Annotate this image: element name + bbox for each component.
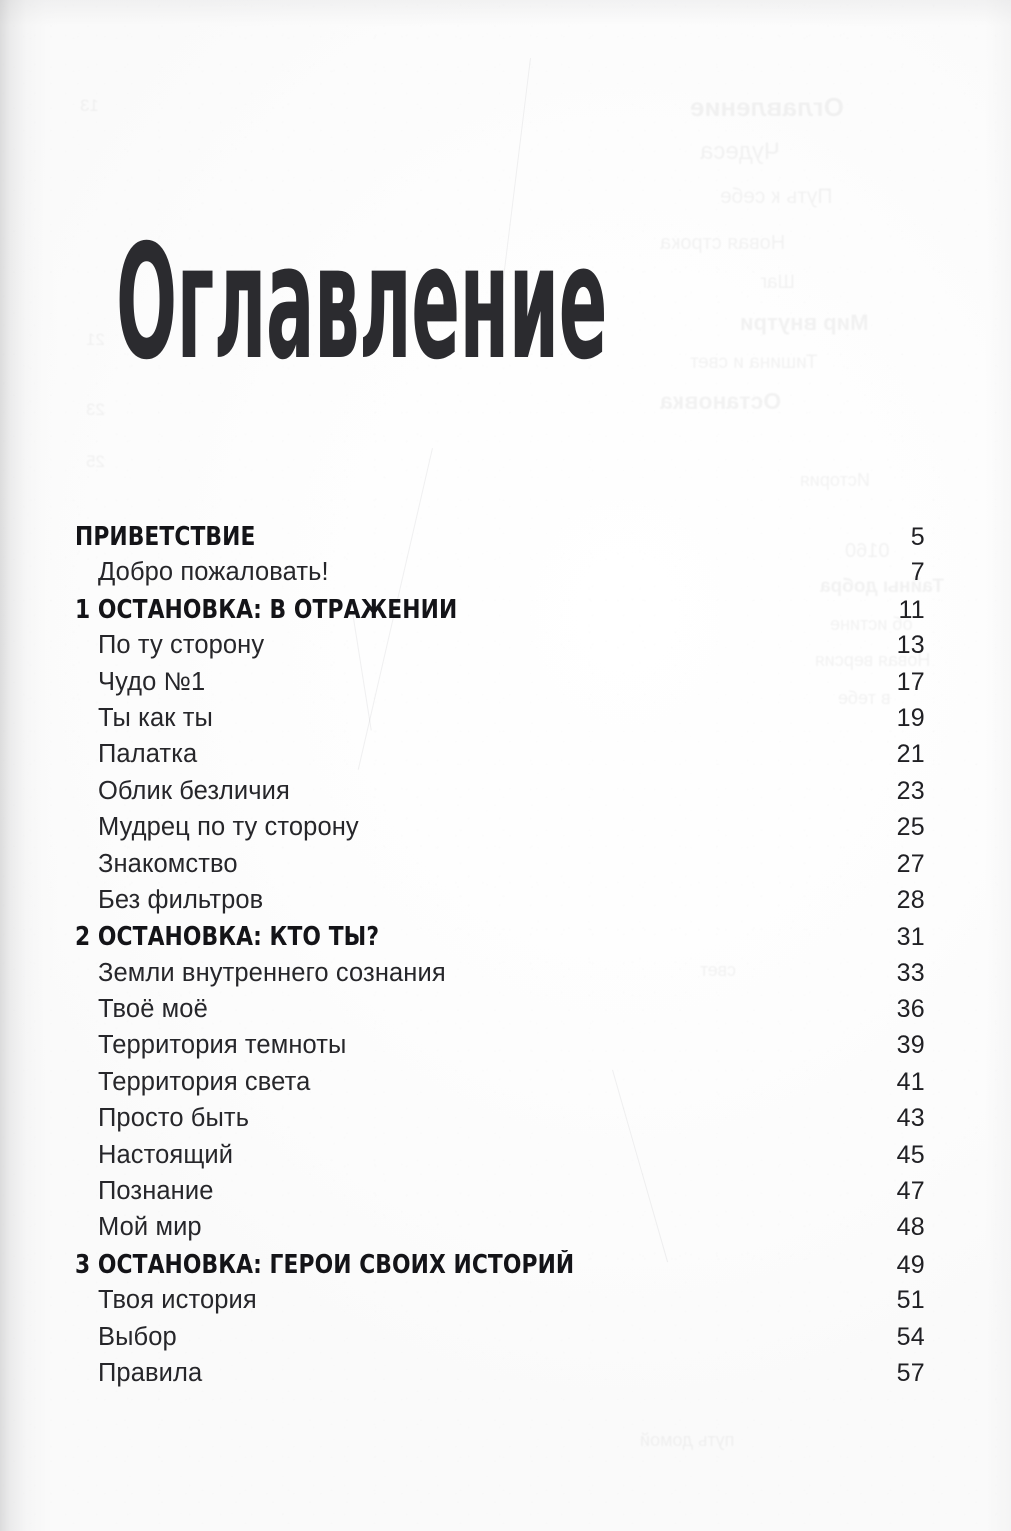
toc-label: Без фильтров [98, 885, 264, 914]
toc-entry-row[interactable] [0, 1286, 1011, 1322]
toc-label: Твоё моё [98, 995, 208, 1024]
toc-entry-row[interactable] [0, 1177, 1011, 1213]
toc-heading-row[interactable] [0, 522, 1011, 558]
toc-label: Познание [98, 1177, 214, 1206]
toc-label: Территория темноты [98, 1031, 347, 1060]
toc-page-number: 23 [896, 776, 925, 805]
dot-leader [226, 725, 882, 726]
toc-page-number: 48 [896, 1213, 925, 1242]
toc-entry-row[interactable] [0, 1359, 1011, 1395]
toc-label: Настоящий [98, 1140, 234, 1169]
toc-page-number: 11 [898, 595, 925, 624]
toc-label: Твоя история [98, 1286, 257, 1315]
dot-leader [323, 1089, 882, 1090]
toc-label: Знакомство [98, 849, 238, 878]
toc-label: ПРИВЕТСТВИЕ [75, 522, 256, 552]
toc-heading-row[interactable] [0, 595, 1011, 631]
toc-page-number: 54 [896, 1322, 925, 1351]
toc-page-number: 45 [896, 1140, 925, 1169]
toc-label: Мудрец по ту сторону [98, 813, 359, 842]
toc-entry-row[interactable] [0, 886, 1011, 922]
toc-label: 1 ОСТАНОВКА: В ОТРАЖЕНИИ [75, 594, 458, 625]
toc-page-number: 33 [896, 958, 925, 987]
toc-page-number: 57 [896, 1358, 925, 1387]
toc-entry-row[interactable] [0, 1141, 1011, 1177]
toc-page-number: 21 [896, 740, 925, 769]
toc-page-number: 51 [896, 1286, 925, 1315]
dot-leader [210, 761, 882, 762]
toc-entry-row[interactable] [0, 777, 1011, 813]
table-of-contents [0, 522, 1011, 1395]
toc-entry-row[interactable] [0, 1104, 1011, 1140]
toc-page-number: 5 [910, 523, 925, 551]
toc-page-number: 36 [896, 995, 925, 1024]
toc-page-number: 47 [896, 1177, 925, 1206]
toc-label: Облик безличия [98, 776, 290, 805]
dot-leader [433, 944, 882, 945]
page-title: Оглавление [116, 210, 607, 395]
toc-label: Территория света [98, 1067, 311, 1096]
toc-label: 3 ОСТАНОВКА: ГЕРОИ СВОИХ ИСТОРИЙ [75, 1249, 575, 1280]
toc-entry-row[interactable] [0, 813, 1011, 849]
toc-entry-row[interactable] [0, 850, 1011, 886]
toc-entry-row[interactable] [0, 740, 1011, 776]
toc-page-number: 13 [896, 631, 925, 660]
toc-page-number: 39 [896, 1031, 925, 1060]
toc-label: По ту сторону [98, 631, 265, 660]
toc-page-number: 49 [896, 1250, 925, 1279]
toc-label: Палатка [98, 740, 198, 769]
toc-label: Чудо №1 [98, 667, 206, 696]
toc-entry-row[interactable] [0, 668, 1011, 704]
dot-leader [246, 1162, 882, 1163]
toc-page-number: 7 [910, 558, 925, 587]
dot-leader [251, 871, 882, 872]
toc-page-number: 27 [896, 849, 925, 878]
dot-leader [215, 1234, 882, 1235]
dot-leader [524, 617, 882, 618]
toc-heading-row[interactable] [0, 922, 1011, 958]
toc-page-number: 19 [896, 703, 925, 732]
toc-entry-row[interactable] [0, 1323, 1011, 1359]
dot-leader [372, 834, 882, 835]
dot-leader [342, 579, 882, 580]
toc-label: Земли внутреннего сознания [98, 958, 446, 987]
toc-entry-row[interactable] [0, 558, 1011, 594]
dot-leader [303, 798, 882, 799]
toc-entry-row[interactable] [0, 1068, 1011, 1104]
toc-entry-row[interactable] [0, 704, 1011, 740]
toc-entry-row[interactable] [0, 1031, 1011, 1067]
toc-entry-row[interactable] [0, 995, 1011, 1031]
toc-label: Просто быть [98, 1104, 250, 1133]
toc-entry-row[interactable] [0, 1213, 1011, 1249]
toc-label: Выбор [98, 1322, 177, 1351]
toc-page-number: 41 [896, 1067, 925, 1096]
toc-label: 2 ОСТАНОВКА: КТО ТЫ? [75, 922, 380, 953]
toc-page-number: 43 [896, 1104, 925, 1133]
toc-label: Добро пожаловать! [98, 558, 329, 587]
dot-leader [459, 980, 882, 981]
toc-entry-row[interactable] [0, 959, 1011, 995]
toc-page-number: 17 [896, 667, 925, 696]
dot-leader [359, 1052, 882, 1053]
toc-page-number: 28 [896, 885, 925, 914]
dot-leader [218, 689, 882, 690]
dot-leader [221, 1016, 882, 1017]
dot-leader [288, 544, 882, 545]
toc-entry-row[interactable] [0, 631, 1011, 667]
dot-leader [262, 1125, 882, 1126]
toc-label: Ты как ты [98, 703, 213, 732]
dot-leader [661, 1272, 882, 1273]
dot-leader [270, 1307, 882, 1308]
toc-label: Правила [98, 1358, 203, 1387]
dot-leader [227, 1198, 883, 1199]
toc-label: Мой мир [98, 1213, 202, 1242]
dot-leader [277, 652, 882, 653]
dot-leader [190, 1344, 882, 1345]
toc-page-number: 31 [896, 923, 925, 952]
toc-page-number: 25 [896, 813, 925, 842]
toc-heading-row[interactable] [0, 1250, 1011, 1286]
dot-leader [276, 907, 882, 908]
dot-leader [215, 1380, 882, 1381]
